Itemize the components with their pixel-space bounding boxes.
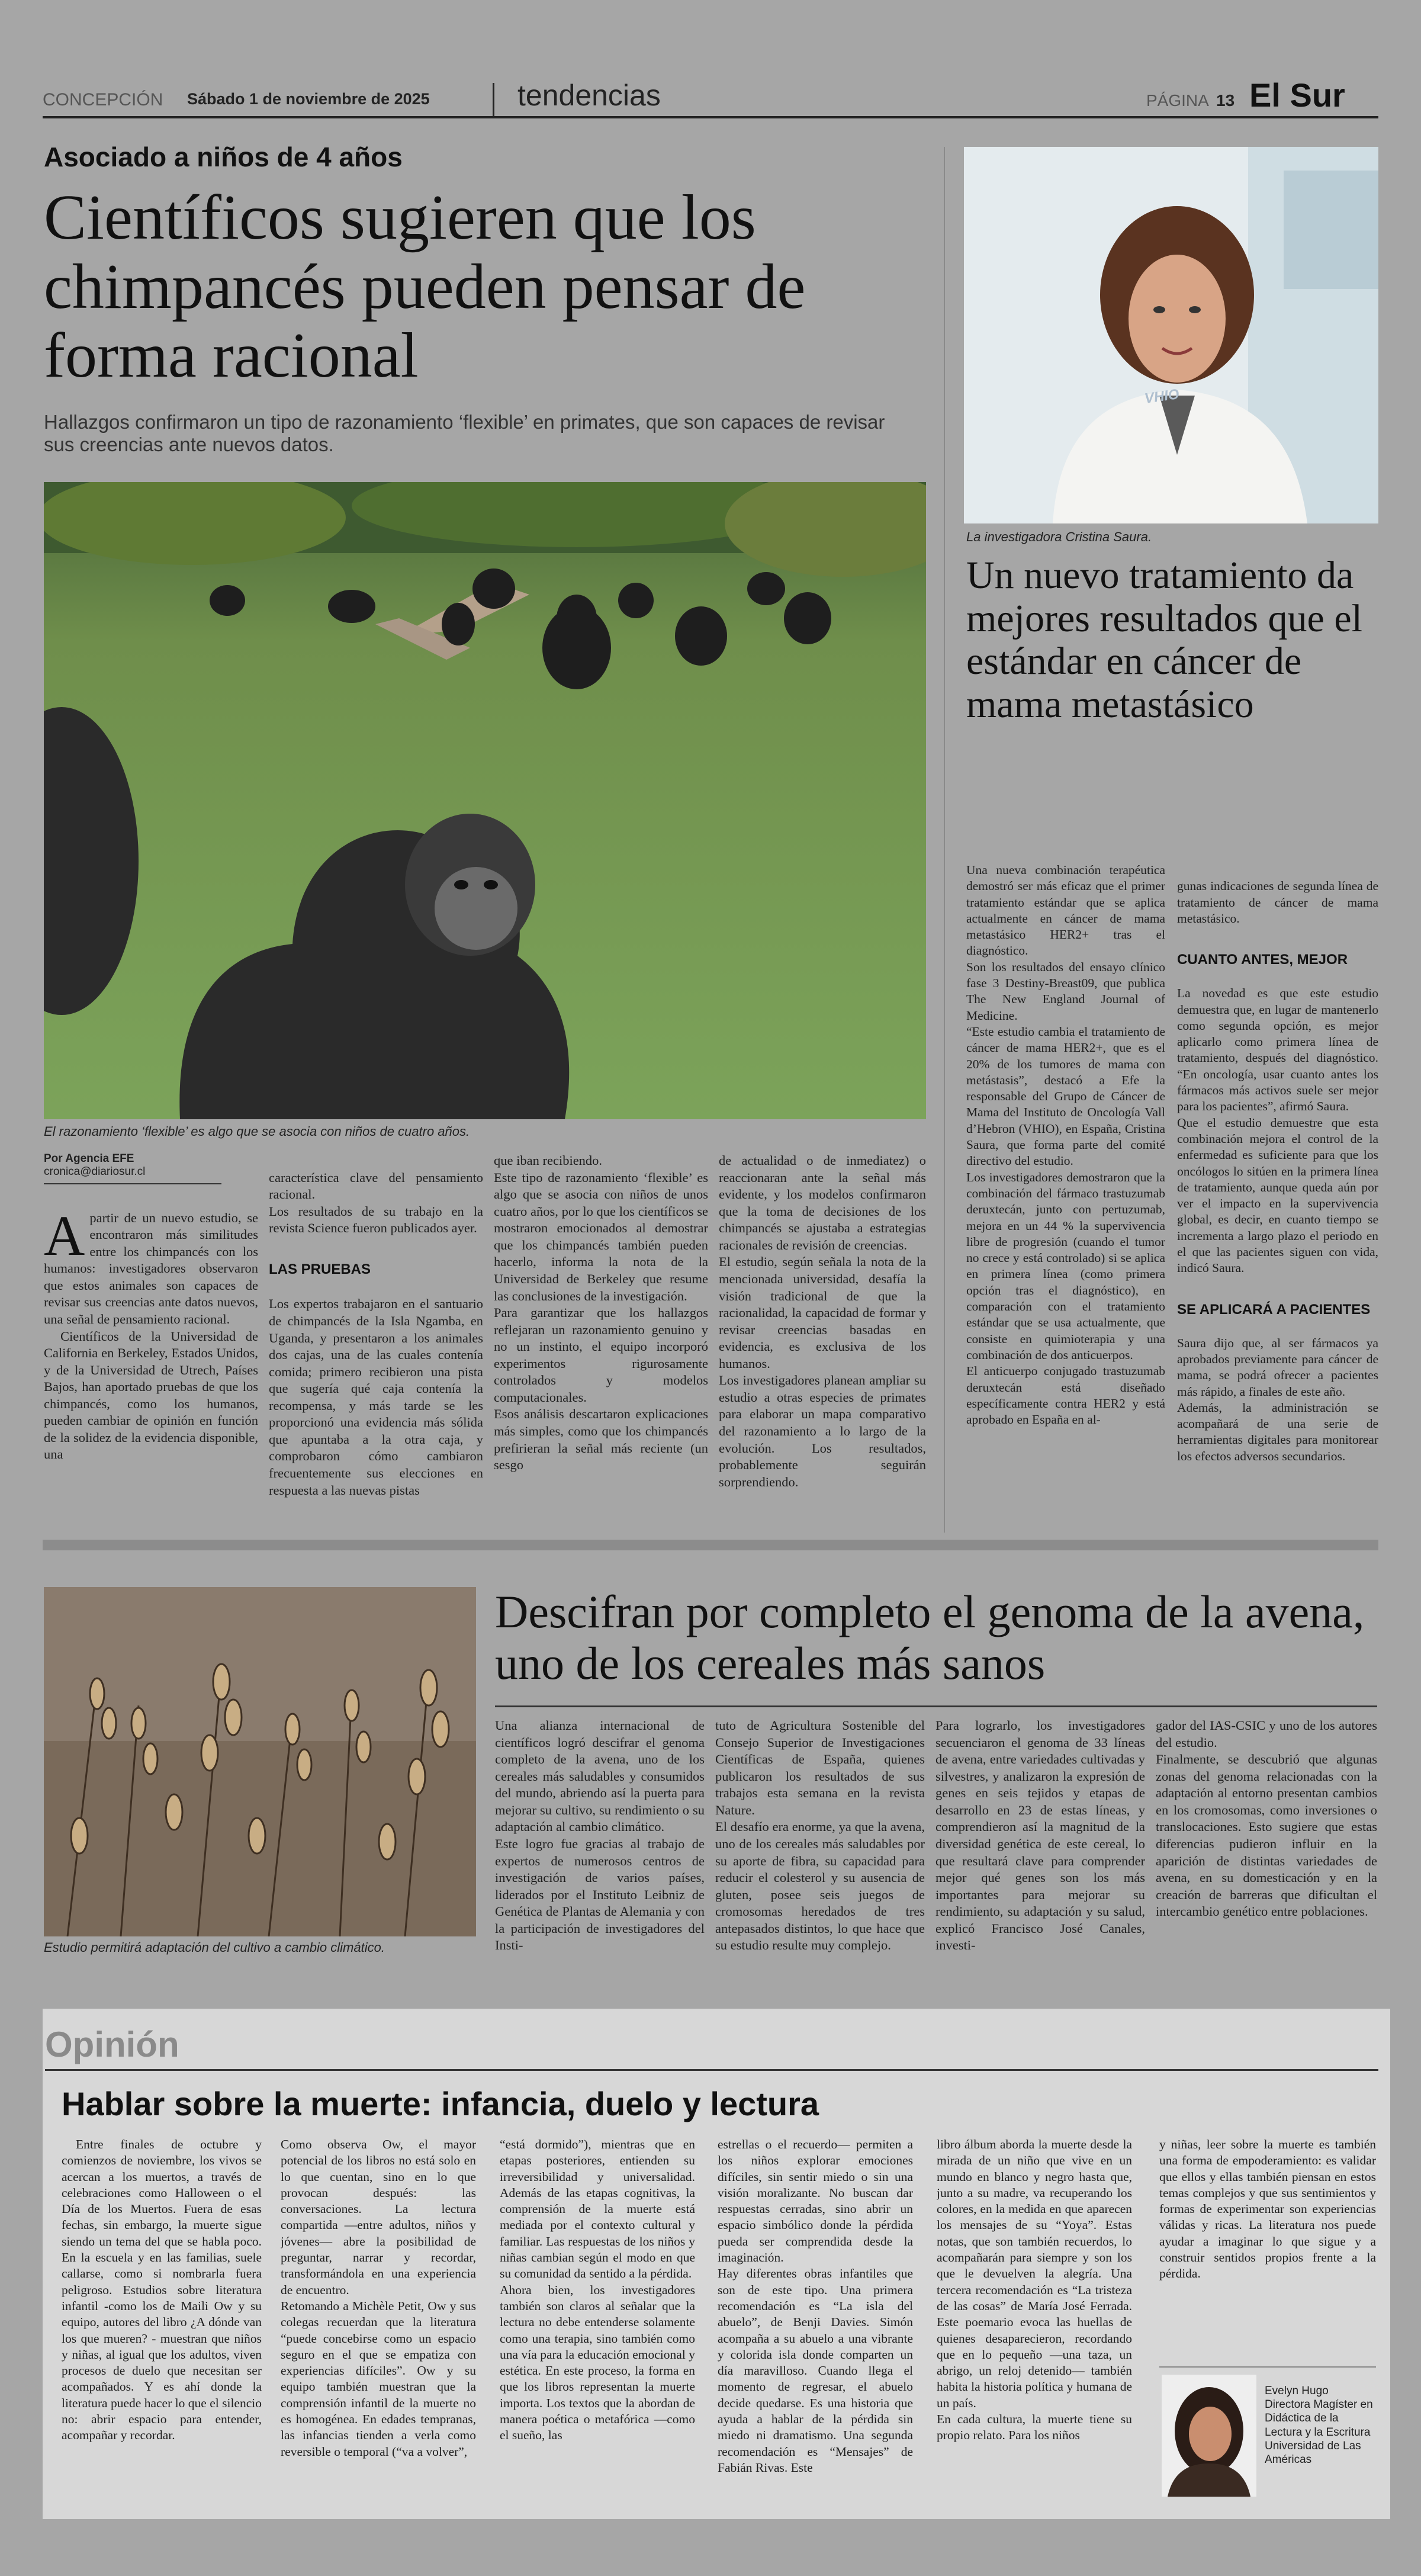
page-label-text: PÁGINA	[1146, 91, 1208, 110]
side-col2-b: La novedad es que este estudio demuestra que, en lugar de mantenerlo como segunda opción, es mejor aplicarlo como primera línea de tratamiento, después del diagnóstico. “En oncología, usar cuanto antes los fármacos más activos suele ser mejor para los pacientes”, afirmó Saura. Que el estudio demuestre que esta combinación mejora el control de la enfermedad es suficiente para que los oncólogos lo sitúen en la primera línea de tratamiento, aunque queda aún por ver el impacto en la supervivencia global, es decir, en cuanto tiempo se incrementa a largo plazo el periodo en el que las pacientes siguen con vida, indicó Saura.	[1177, 986, 1378, 1276]
main-col1-rest: Científicos de la Universidad de California en Berkeley, Estados Unidos, y de la Universidad de Utrech, Países Bajos, han aportado pruebas de que los chimpancés, como los humanos, pueden cambiar de opinión en función de la solidez de la evidencia disponible, una	[44, 1328, 258, 1462]
main-column-3: que iban recibiendo. Este tipo de razonamiento ‘flexible’ es algo que se asocia con niños de unos cuatro años, por lo que los científicos se mostraron emocionados al demostrar que los chimpancés también pueden hacerlo, informa la nota de la Universidad de Berkeley que resume las conclusiones de la investigación. Para garantizar que los hallazgos reflejaran un razonamiento genuino y no un instinto, el equipo incorporó experimentos rigurosamente controlados y modelos computacionales. Esos análisis descartaron explicaciones más simples, como que los chimpancés prefirieran la señal más reciente (un sesgo	[494, 1153, 708, 1473]
opinion-title: Hablar sobre la muerte: infancia, duelo y lectura	[62, 2085, 819, 2122]
side-subhead-1: CUANTO ANTES, MEJOR	[1177, 952, 1348, 968]
oat-photo	[44, 1587, 476, 1936]
main-headline: Científicos sugieren que los chimpancés pueden pensar de forma racional	[44, 182, 806, 391]
side-column-1: Una nueva combinación terapéutica demostró ser más eficaz que el primer tratamiento estándar que se aplica actualmente en cáncer de mama metastásico HER2+ tras el diagnóstico. Son los resultados del ensayo clínico fase 3 Destiny-Breast09, que publica The New England Journal of Medicine. “Este estudio cambia el tratamiento de cáncer de mama HER2+, que es el 20% de los tumores de mama con metástasis”, destacó a Efe la responsable del Grupo de Cáncer de Mama del Instituto de Oncología Vall d’Hebron (VHIO), en España, Cristina Saura, que forma parte del comité directivo del estudio. Los investigadores demostraron que la combinación del fármaco trastuzumab deruxtecán, junto con pertuzumab, mejora en un 44 % la supervivencia libre de progresión (cuando el tumor no crece y está controlado) si se aplica en primera línea (como primera opción tras el diagnóstico), en comparación con el tratamiento estándar que se usa actualmente, que consiste en quimioterapia y una combinación de dos anticuerpos. El anticuerpo conjugado trastuzumab deruxtecán está diseñado específicamente contra HER2 y está aprobado en España en al-	[966, 863, 1165, 1427]
main-byline	[44, 1152, 257, 1178]
side-photo-caption: La investigadora Cristina Saura.	[966, 529, 1152, 544]
chimpanzee-photo	[44, 482, 926, 1119]
byline-rule	[44, 1183, 221, 1184]
opinion-label-rule	[45, 2069, 1378, 2071]
opinion-column-4: estrellas o el recuerdo— permiten a los niños explorar emociones difíciles, sin sentir miedo o sin una visión moralizante. No buscan dar respuestas cerradas, sino abrir un espacio simbólico donde la pérdida pueda ser comprendida desde la imaginación. Hay diferentes obras infantiles que son de este tipo. Una primera recomendación es “La isla del abuelo”, de Benji Davies. Simón acompaña a su abuelo a una vibrante y colorida isla donde comparten un día maravilloso. Cuando llega el momento de regresar, el abuelo decide quedarse. Es una historia que ayuda a hablar de la pérdida sin miedo ni dramatismo. Una segunda recomendación es “Mensajes” de Fabián Rivas. Este	[718, 2137, 913, 2475]
byline-name: Por Agencia EFE	[44, 1152, 134, 1165]
opinion-label: Opinión	[45, 2025, 179, 2064]
opinion-column-3: “está dormido”), mientras que en etapas posteriores, entienden su irreversibilidad y universalidad. Además de las etapas cognitivas, la comprensión de la muerte está mediada por el contexto cultural y familiar. Las respuestas de los niños y niñas cambian según el modo en que su comunidad da sentido a la pérdida. Ahora bien, los investigadores también son claros al señalar que la lectura no debe entenderse solamente como una terapia, sino también como una vía para la educación emocional y estética. En este proceso, la forma en que los libros representan la muerte importa. Los textos que la abordan de manera poética o metafórica —como el sueño, las	[500, 2137, 695, 2443]
main-kicker: Asociado a niños de 4 años	[44, 142, 403, 172]
side-col2-a: gunas indicaciones de segunda línea de tratamiento de cáncer de mama metastásico.	[1177, 879, 1378, 926]
oat-headline-rule	[495, 1705, 1377, 1707]
oat-column-4: gador del IAS-CSIC y uno de los autores del estudio. Finalmente, se descubrió que algunas zonas del genoma relacionadas con la adaptación al entorno presentan cambios en los cromosomas, como inversiones o translocaciones. Esto sugiere que estas diferencias pudieron influir en la aparición de distintas variedades de avena, en su domesticación y en la creación de barreras que dificultan el intercambio genético entre poblaciones.	[1156, 1718, 1377, 1919]
page-label	[1146, 91, 1234, 110]
oat-column-1: Una alianza internacional de científicos logró descifrar el genoma completo de la avena, uno de los cereales más saludables y consumidos del mundo, abriendo así la puerta para mejorar su cultivo, su rendimiento o su adaptación al cambio climático. Este logro fue gracias al trabajo de expertos de numerosos centros de investigación de varios países, liderados por el Instituto Leibniz de Genética de Plantas de Alemania y con la participación de investigadores del Insti-	[495, 1718, 705, 1953]
main-col2-b: Los expertos trabajaron en el santuario de chimpancés de la Isla Ngamba, en Uganda, y presentaron a los animales dos cajas, una de las cuales contenía comida; primero recibieron una pista que sugería qué caja contenía la recompensa, y más tarde se les proporcionó una evidencia más sólida que apuntaba a la otra caja, y comprobaron cómo cambiaron frecuentemente sus elecciones en respuesta a las nuevas pistas	[269, 1296, 483, 1498]
main-col2-a: característica clave del pensamiento racional. Los resultados de su trabajo en la revista Science fueron publicados ayer.	[269, 1170, 483, 1236]
oat-photo-caption: Estudio permitirá adaptación del cultivo a cambio climático.	[44, 1940, 385, 1955]
header-city: CONCEPCIÓN	[43, 90, 163, 110]
side-column-2	[1177, 862, 1378, 1531]
oat-column-3: Para lograrlo, los investigadores secuenciaron el genoma de 33 líneas de avena, entre variedades cultivadas y silvestres, y analizaron la expresión de genes en seis tejidos y etapas de desarrollo en 23 de estas líneas, y comprendieron así la magnitud de la diversidad genética de este cereal, lo que resultará clave para comprender mejor qué genes son los más importantes para mejorar su rendimiento, su adaptación y su salud, explicó Francisco José Canales, investi-	[935, 1718, 1145, 1953]
brand-logo: El Sur	[1249, 76, 1345, 114]
main-column-4: de actualidad o de inmediatez) o reaccionaran ante la señal más evidente, y los modelos confirmaron que la toma de decisiones de los chimpancés se ajustaba a estrategias racionales de revisión de creencias. El estudio, según señala la nota de la mencionada universidad, desafía la visión tradicional de que la racionalidad, la capacidad de formar y revisar creencias basadas en evidencia, es exclusiva de los humanos. Los investigadores planean ampliar su estudio a otras especies de primates para elaborar un mapa comparativo del razonamiento a lo largo de la evolución. Los resultados, probablemente seguirán sorprendiendo.	[719, 1153, 926, 1489]
section-separator	[43, 1540, 1378, 1550]
opinion-column-1: Entre finales de octubre y comienzos de noviembre, los vivos se acercan a los muertos, a través de celebraciones como Halloween o el Día de los Muertos. Fuera de esas fechas, sin embargo, la muerte sigue siendo un tema del que se habla poco. En la escuela y en las familias, suele callarse, como si nombrarla fuera peligroso. Estudios sobre literatura infantil -como los de Maili Ow y su equipo, autores del libro ¿A dónde van los que mueren? - muestran que niños y niñas, al igual que los adultos, viven procesos de duelo que necesitan ser acompañados. Y es ahí donde la literatura puede hacer lo que el silencio no: abrir espacio para entender, acompañar y recordar.	[62, 2137, 262, 2443]
byline-email: cronica@diariosur.cl	[44, 1165, 146, 1178]
oat-headline: Descifran por completo el genoma de la avena, uno de los cereales más sanos	[495, 1586, 1365, 1690]
main-col1-lead: partir de un nuevo estudio, se encontraron más similitudes entre los chimpancés con los humanos: investigadores observaron que estos animales son capaces de revisar sus creencias ante datos nuevos, una señal de pensamiento racional.	[44, 1210, 258, 1326]
author-info	[1265, 2384, 1374, 2466]
opinion-column-2: Como observa Ow, el mayor potencial de los libros no está solo en lo que cuentan, sino en lo que provocan después: las conversaciones. La lectura compartida —entre adultos, niños y jóvenes— abre la posibilidad de preguntar, narrar y recordar, transformándola en una experiencia de encuentro. Retomando a Michèle Petit, Ow y sus colegas recuerdan que la literatura “puede concebirse como un espacio seguro en el que se empatiza con experiencias difíciles”. Ow y su equipo también muestran que la comprensión infantil de la muerte no es homogénea. En edades tempranas, las infancias tienden a verla como reversible o temporal (“va a volver”,	[281, 2137, 476, 2459]
coat-logo: VHIO	[1143, 386, 1181, 407]
author-name: Evelyn Hugo	[1265, 2385, 1329, 2397]
main-subhead-pruebas: LAS PRUEBAS	[269, 1261, 371, 1278]
author-photo	[1162, 2375, 1256, 2497]
header-rule	[43, 116, 1378, 118]
column-divider	[944, 147, 945, 1533]
side-subhead-2: SE APLICARÁ A PACIENTES	[1177, 1301, 1371, 1318]
main-photo-caption: El razonamiento ‘flexible’ es algo que se asocia con niños de cuatro años.	[44, 1124, 470, 1139]
author-role: Directora Magíster en Didáctica de la Lectura y la Escritura Universidad de Las Américas	[1265, 2398, 1373, 2466]
main-column-1	[44, 1193, 258, 1524]
header-divider	[493, 83, 494, 117]
opinion-column-6: y niñas, leer sobre la muerte es también una forma de empoderamiento: es validar que ellos y ellas también piensan en estos temas complejos y que sus sentimientos y formas de experimentar son experiencias válidas y ricas. La literatura nos puede ayudar a imaginar lo que sigue y a construir sentidos propios frente a la pérdida.	[1159, 2137, 1376, 2281]
side-headline: Un nuevo tratamiento da mejores resultados que el estándar en cáncer de mama metastásico	[966, 554, 1362, 726]
author-box	[1159, 2366, 1376, 2501]
page-number: 13	[1216, 91, 1235, 110]
researcher-photo	[964, 147, 1378, 523]
main-dek: Hallazgos confirmaron un tipo de razonamiento ‘flexible’ en primates, que son capaces de revisar sus creencias ante nuevos datos.	[44, 411, 885, 455]
opinion-column-5: libro álbum aborda la muerte desde la mirada de un niño que vive en un mundo en blanco y negro hasta que, junto a su madre, va recuperando los colores, en la medida en que aparecen los mensajes de su “Yoya”. Estas notas, que son también recuerdos, lo acompañarán para siempre y son los que le devuelven la alegría. Una tercera recomendación es “La tristeza de las cosas” de María José Ferrada. Este poemario evoca las huellas de quienes desaparecieron, recordando que en lo pequeño —una taza, un abrigo, un reloj detenido— también habita la historia política y humana de un país. En cada cultura, la muerte tiene su propio relato. Para los niños	[937, 2137, 1132, 2443]
oat-column-2: tuto de Agricultura Sostenible del Consejo Superior de Investigaciones Científicas de España, quienes publicaron los resultados de sus trabajos esta semana en la revista Nature. El desafío era enorme, ya que la avena, uno de los cereales más saludables por su aporte de fibra, su capacidad para reducir el colesterol y su ausencia de gluten, posee seis juegos de cromosomas heredados de tres antepasados distintos, lo que hace que su estudio resulte muy complejo.	[715, 1718, 925, 1953]
header-date: Sábado 1 de noviembre de 2025	[187, 90, 430, 108]
side-col2-c: Saura dijo que, al ser fármacos ya aprobados previamente para cáncer de mama, se podrá ofrecer a pacientes más rápido, a finales de este año. Además, la administración se acompañará de una serie de herramientas digitales para monitorear los efectos adversos secundarios.	[1177, 1335, 1378, 1463]
person-portrait-icon	[1162, 2375, 1256, 2497]
main-column-2	[269, 1152, 483, 1524]
dropcap: A	[44, 1203, 85, 1267]
section-title: tendencias	[517, 79, 661, 112]
